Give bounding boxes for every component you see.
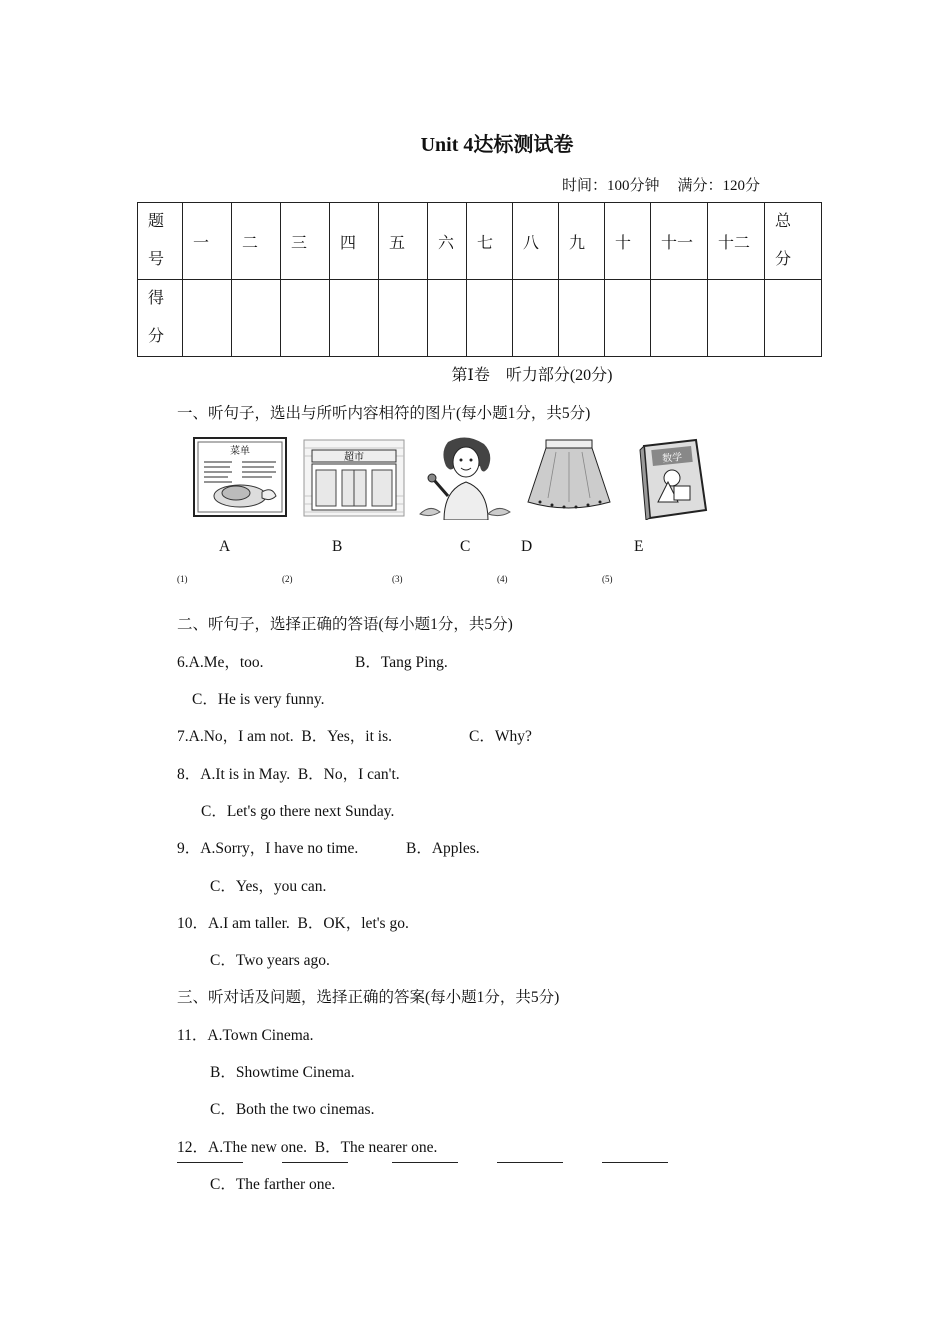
option-line: B．Apples. (406, 840, 480, 857)
score-cell[interactable] (428, 280, 467, 357)
score-cell[interactable] (281, 280, 330, 357)
option-line: C．Both the two cinemas. (210, 1101, 375, 1118)
score-table (137, 202, 822, 357)
score-cell[interactable] (379, 280, 428, 357)
score-cell[interactable] (605, 280, 651, 357)
column-10: 十 (605, 203, 651, 280)
column-11: 十一 (651, 203, 708, 280)
option-line: C．Why? (469, 728, 532, 745)
page-title: Unit 4达标测试卷 (420, 134, 574, 156)
exam-meta (562, 174, 760, 195)
answer-blank[interactable]: (2) (282, 574, 293, 593)
score-table-header-row (138, 203, 822, 280)
score-cell[interactable] (765, 280, 822, 357)
score-cell[interactable] (559, 280, 605, 357)
picture-letter-e: E (634, 538, 644, 555)
score-cell[interactable] (467, 280, 513, 357)
full-score: 满分：120分 (677, 178, 761, 194)
column-4: 四 (330, 203, 379, 280)
time-limit: 时间：100分钟 (562, 178, 660, 194)
math-book-caption: 数学 (661, 451, 683, 466)
option-line: 10．A.I am taller. B．OK，let's go. (177, 915, 409, 932)
menu-caption: 菜单 (230, 446, 250, 457)
answer-blank[interactable]: (3) (392, 574, 403, 593)
supermarket-icon (302, 436, 406, 518)
row-label-cell: 得 分 (138, 280, 183, 357)
option-line: B．Tang Ping. (355, 654, 448, 671)
column-9: 九 (559, 203, 605, 280)
score-cell[interactable] (330, 280, 379, 357)
option-line: C．The farther one. (210, 1176, 336, 1193)
question-1-heading: 一、听句子，选出与所听内容相符的图片(每小题1分，共5分) (177, 405, 591, 422)
option-line: C．Let's go there next Sunday. (201, 803, 395, 820)
score-cell[interactable] (232, 280, 281, 357)
option-line: C．Yes，you can. (210, 878, 327, 895)
answer-blank[interactable]: (5) (602, 574, 613, 593)
picture-letter-c: C (460, 538, 471, 555)
column-1: 一 (183, 203, 232, 280)
column-3: 三 (281, 203, 330, 280)
option-line: 8．A.It is in May. B．No，I can't. (177, 766, 400, 783)
option-line: C．He is very funny. (192, 691, 325, 708)
option-line: 12．A.The new one. B．The nearer one. (177, 1139, 438, 1156)
picture-letter-d: D (521, 538, 533, 555)
math-book-icon (634, 436, 710, 520)
option-line: C．Two years ago. (210, 952, 330, 969)
answer-blank[interactable]: (4) (497, 574, 508, 593)
question-2-heading: 二、听句子，选择正确的答语(每小题1分，共5分) (177, 616, 513, 633)
skirt-icon (524, 436, 614, 516)
column-5: 五 (379, 203, 428, 280)
option-line: 11．A.Town Cinema. (177, 1027, 314, 1044)
option-line: 9．A.Sorry，I have no time. (177, 840, 359, 857)
score-cell[interactable] (183, 280, 232, 357)
score-cell[interactable] (708, 280, 765, 357)
score-cell[interactable] (513, 280, 559, 357)
option-line: B．Showtime Cinema. (210, 1064, 355, 1081)
column-8: 八 (513, 203, 559, 280)
woman-icon (418, 436, 512, 520)
menu-icon (192, 436, 290, 518)
supermarket-caption: 超市 (344, 452, 364, 463)
column-2: 二 (232, 203, 281, 280)
column-12: 十二 (708, 203, 765, 280)
answer-blank[interactable]: (1) (177, 574, 188, 593)
option-line: 7.A.No，I am not. B．Yes，it is. (177, 728, 393, 745)
part-1-title: 第Ⅰ卷 听力部分(20分) (451, 367, 613, 384)
total-label-cell: 总 分 (765, 203, 822, 280)
picture-letter-a: A (219, 538, 231, 555)
column-6: 六 (428, 203, 467, 280)
column-7: 七 (467, 203, 513, 280)
option-line: 6.A.Me，too. (177, 654, 264, 671)
question-3-heading: 三、听对话及问题，选择正确的答案(每小题1分，共5分) (177, 989, 560, 1006)
score-table-score-row (138, 280, 822, 357)
score-cell[interactable] (651, 280, 708, 357)
header-label-cell: 题 号 (138, 203, 183, 280)
question-1-pictures (190, 436, 720, 522)
picture-letter-b: B (332, 538, 343, 555)
